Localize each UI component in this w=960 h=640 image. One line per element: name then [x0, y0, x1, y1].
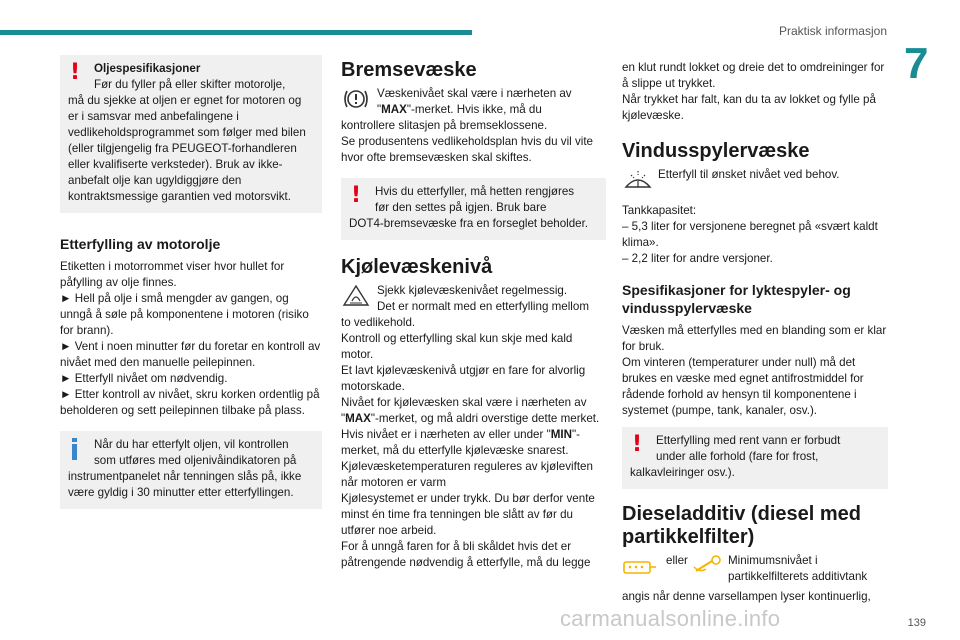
paragraph: Et lavt kjølevæskenivå utgjør en fare for alvorlig motorskade.	[341, 364, 586, 393]
oil-info-box	[60, 431, 322, 509]
paragraph: Se produsentens vedlikeholdsplan hvis du vil vite hvor ofte bremsevæsken skal skiftes.	[341, 135, 593, 164]
paragraph: to vedlikehold.	[341, 316, 416, 329]
header-title: Praktisk informasjon	[778, 24, 887, 38]
info-text: instrumentpanelet når tenningen slås på, ikke være gyldig i 30 minutter etter etterfyllingen.	[68, 470, 302, 499]
paragraph: Etiketten i motorrommet viser hvor hullet for påfylling av olje finnes.	[60, 260, 285, 289]
info-icon	[70, 438, 78, 458]
diesel-block	[622, 553, 888, 589]
exclamation-icon: !	[70, 60, 81, 85]
list-item: – 5,3 liter for versjonene beregnet på «svært kaldt klima».	[622, 220, 878, 249]
washer-warning-box	[622, 427, 888, 489]
washer-block	[622, 167, 888, 195]
paragraph: partikkelfilterets additivtank	[728, 570, 868, 583]
column-3	[622, 60, 888, 605]
step: ► Etter kontroll av nivået, skru korken ordentlig på beholderen og sett peilepinnen tilbake på plass.	[60, 388, 320, 417]
paragraph: Væskenivået skal være i nærheten av	[377, 87, 572, 100]
header-accent-bar	[0, 30, 472, 35]
warning-line: under alle forhold (fare for frost,	[656, 450, 819, 463]
warning-text: må du sjekke at oljen er egnet for motoren og er i samsvar med anbefalingene i vedlikeholdsprogrammet som følger med bilen (eller tilgjengelig fra PEUGEOT-forhandleren eller kvalifiserte verksteder). Bruk av ikke-anbefalt olje kan ugyldiggjøre den kontraktsmessige garantien ved motorsvikt.	[68, 94, 306, 203]
section-heading-diesel-additive: Dieseladditiv (diesel med partikkelfilter)	[622, 503, 861, 548]
paragraph: Om vinteren (temperaturer under null) må det brukes en væske med egnet antifrostmiddel for rådende forhold av hensyn til komponentene i systemet (pumpe, tank, kanaler, osv.).	[622, 356, 864, 417]
column-2	[341, 55, 606, 571]
paragraph: Nivået for kjølevæsken skal være i nærheten av "MAX"-merket, og må aldri overstige dette merket.	[341, 396, 600, 425]
warning-text: kalkavleiringer osv.).	[630, 466, 735, 479]
warning-line: Før du fyller på eller skifter motorolje,	[94, 78, 286, 91]
info-line: som utføres med oljenivåindikatoren på	[94, 454, 297, 467]
watermark: carmanualsonline.info	[560, 606, 781, 631]
paragraph: Væsken må etterfylles med en blanding som er klar for bruk.	[622, 324, 887, 353]
paragraph: Sjekk kjølevæskenivået regelmessig.	[377, 284, 568, 297]
chapter-number: 7	[904, 39, 929, 88]
paragraph: Hvis nivået er i nærheten av eller under "MIN"-merket, må du etterfylle kjølevæske snarest.	[341, 428, 580, 457]
paragraph: For å unngå faren for å bli skåldet hvis det er påtrengende nødvendig å etterfylle, må du legge	[341, 540, 591, 569]
service-wrench-icon	[692, 555, 724, 580]
paragraph: Kjølesystemet er under trykk. Du bør derfor vente minst én time fra tenningen ble slått av før du utfører noe arbeid.	[341, 492, 595, 537]
or-label: eller	[666, 554, 688, 567]
coolant-block	[341, 283, 606, 331]
paragraph: Minimumsnivået i	[728, 554, 818, 567]
paragraph: Kjølevæsketemperaturen reguleres av kjøleviften når motoren er varm	[341, 460, 593, 489]
exclamation-icon: !	[632, 432, 643, 457]
brake-warning-icon	[341, 86, 371, 117]
brake-fluid-block	[341, 86, 606, 134]
paragraph: Når trykket har falt, kan du ta av lokket og fylle på kjølevæske.	[622, 93, 876, 122]
section-heading-brake-fluid: Bremsevæske	[341, 59, 477, 81]
section-heading-washer-fluid: Vindusspylervæske	[622, 140, 810, 162]
warning-line: Etterfylling med rent vann er forbudt	[656, 434, 841, 447]
section-heading-coolant: Kjølevæskenivå	[341, 256, 493, 278]
paragraph: kontrollere slitasjen på bremseklossene.	[341, 119, 548, 132]
section-heading-oil-topup: Etterfylling av motorolje	[60, 236, 221, 252]
paragraph: Det er normalt med en etterfylling mellom	[377, 300, 589, 313]
paragraph: angis når denne varsellampen lyser kontinuerlig,	[622, 590, 871, 603]
subsection-heading-spec: Spesifikasjoner for lyktespyler- og vindusspylervæske	[622, 282, 851, 316]
warning-text: DOT4-bremsevæske fra en forseglet beholder.	[349, 217, 589, 230]
paragraph: en klut rundt lokket og dreie det to omdreininger for å slippe ut trykket.	[622, 61, 885, 90]
paragraph: Tankkapasitet:	[622, 204, 697, 217]
brake-warning-box	[341, 178, 606, 240]
coolant-warning-icon	[341, 283, 371, 314]
warning-line: Hvis du etterfyller, må hetten rengjøres	[375, 185, 575, 198]
step: ► Vent i noen minutter før du foretar en kontroll av nivået med den manuelle peilepinnen.	[60, 340, 321, 369]
list-item: – 2,2 liter for andre versjoner.	[622, 252, 773, 265]
column-1	[60, 55, 322, 525]
warning-line: før den settes på igjen. Bruk bare	[375, 201, 547, 214]
page-number: 139	[907, 617, 926, 629]
exclamation-icon: !	[351, 183, 362, 208]
step: ► Etterfyll nivået om nødvendig.	[60, 372, 228, 385]
paragraph: Kontroll og etterfylling skal kun skje med kald motor.	[341, 332, 573, 361]
washer-fluid-icon	[622, 167, 654, 196]
diesel-additive-icon	[622, 557, 658, 582]
step: ► Hell på olje i små mengder av gangen, og unngå å søle på komponentene i motoren (risiko for brann).	[60, 292, 309, 337]
info-line: Når du har etterfylt oljen, vil kontrollen	[94, 438, 289, 451]
paragraph: "MAX"-merket. Hvis ikke, må du	[377, 103, 542, 116]
warning-title: Oljespesifikasjoner	[94, 62, 201, 75]
oil-spec-warning-box	[60, 55, 322, 213]
paragraph: Etterfyll til ønsket nivået ved behov.	[658, 168, 840, 181]
